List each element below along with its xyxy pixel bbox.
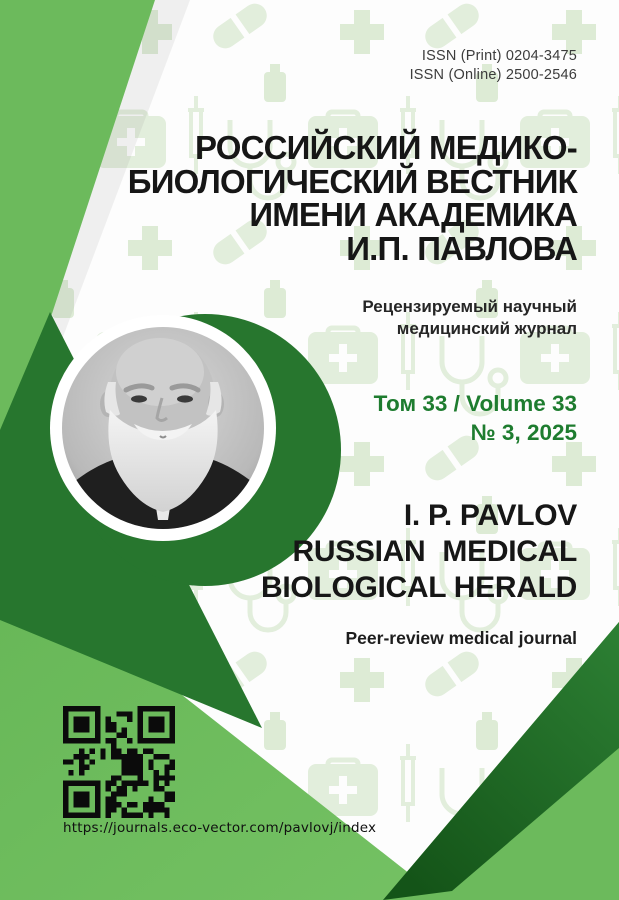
issn-online: ISSN (Online) 2500-2546 <box>409 67 577 83</box>
title-en-line3: BIOLOGICAL HERALD <box>260 571 577 604</box>
journal-subtitle-ru <box>362 296 577 340</box>
volume-label: Том 33 / Volume 33 <box>373 391 577 416</box>
journal-url-link[interactable]: https://journals.eco-vector.com/pavlovj/index <box>63 820 377 836</box>
journal-title-ru <box>128 131 577 265</box>
title-ru-line1: РОССИЙСКИЙ МЕДИКО- <box>194 129 577 166</box>
title-ru-line2: БИОЛОГИЧЕСКИЙ ВЕСТНИК <box>127 162 577 200</box>
pavlov-photo <box>62 327 264 530</box>
issue-info <box>374 390 577 447</box>
subtitle-en-text: Peer-review medical journal <box>345 628 577 648</box>
title-ru-line3: ИМЕНИ АКАДЕМИКА <box>249 196 577 233</box>
subtitle-ru-line2: медицинский журнал <box>396 319 577 338</box>
journal-subtitle-en <box>346 628 578 649</box>
issue-number-label: № 3, 2025 <box>470 419 577 445</box>
title-en-line2: RUSSIAN MEDICAL <box>292 535 577 568</box>
issn-print: ISSN (Print) 0204-3475 <box>421 48 577 64</box>
journal-title-en <box>261 498 577 606</box>
title-ru-line4: И.П. ПАВЛОВА <box>346 229 577 267</box>
title-en-line1: I. P. PAVLOV <box>403 499 577 532</box>
issn-block <box>410 47 577 85</box>
qr-code <box>63 706 175 818</box>
subtitle-ru-line1: Рецензируемый научный <box>362 297 577 316</box>
